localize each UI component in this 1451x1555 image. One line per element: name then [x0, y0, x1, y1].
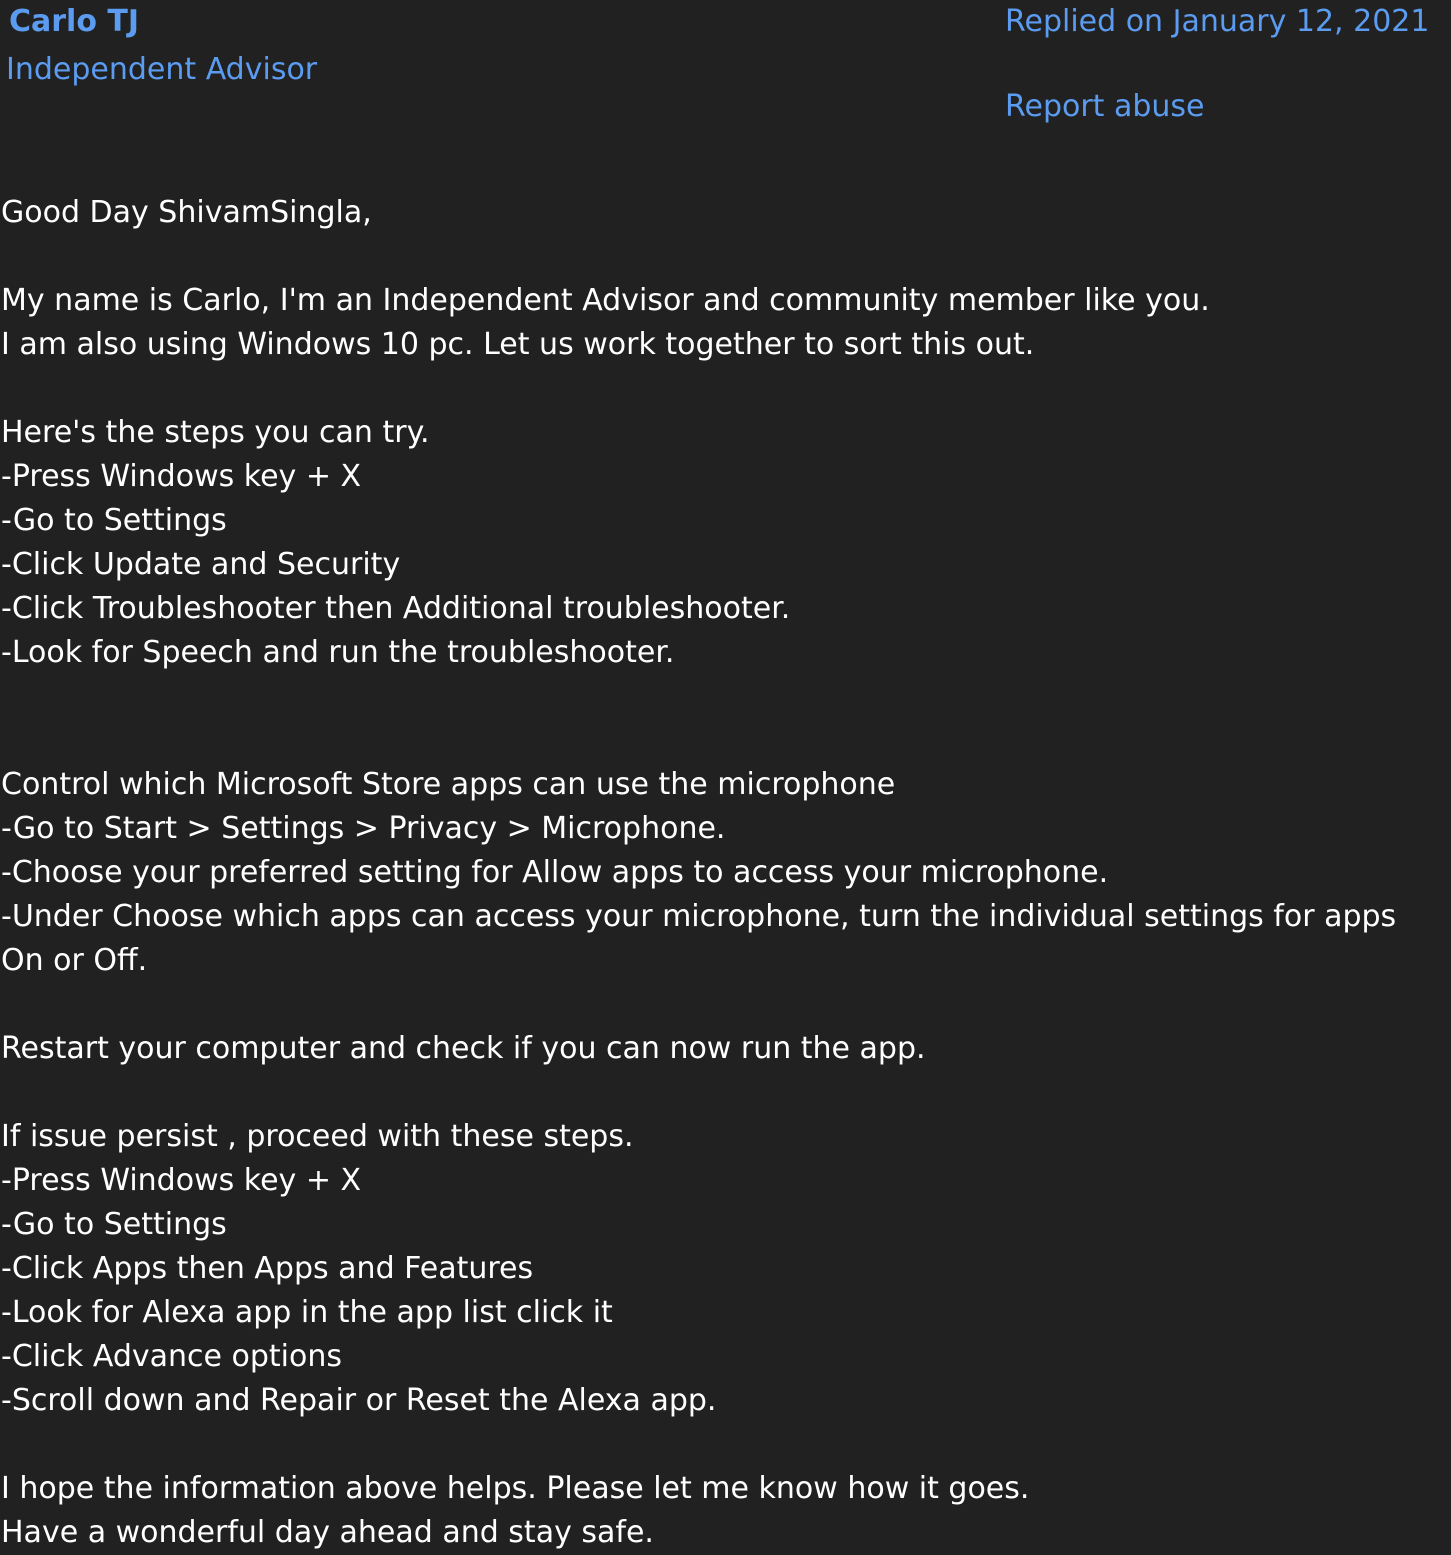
author-name-link[interactable]: Carlo TJ [9, 4, 140, 39]
post-body: Good Day ShivamSingla, My name is Carlo, I'm an Independent Advisor and community member like you. I am also using Windows 10 pc. Let us work together to sort this out. Here's the steps you can try. -Press Windows key + X -Go to Settings -Click Update and Security -Click Troubleshooter then Additional troubleshooter. -Look for Speech and run the troubleshooter. Control which Microsoft Store apps can use the microphone -Go to Start > Settings > Privacy > Microphone. -Choose your preferred setting for Allow apps to access your microphone. -Under Choose which apps can access your microphone, turn the individual settings for apps On or Off. Restart your computer and check if you can now run the app. If issue persist , proceed with these steps. -Press Windows key + X -Go to Settings -Click Apps then Apps and Features -Look for Alexa app in the app list click it -Click Advance options -Scroll down and Repair or Reset the Alexa app. I hope the information above helps. Please let me know how it goes. Have a wonderful day ahead and stay safe. [1, 195, 1397, 1550]
author-role: Independent Advisor [6, 52, 318, 87]
report-abuse-link[interactable]: Report abuse [1005, 89, 1205, 124]
reply-date: Replied on January 12, 2021 [1005, 4, 1430, 39]
